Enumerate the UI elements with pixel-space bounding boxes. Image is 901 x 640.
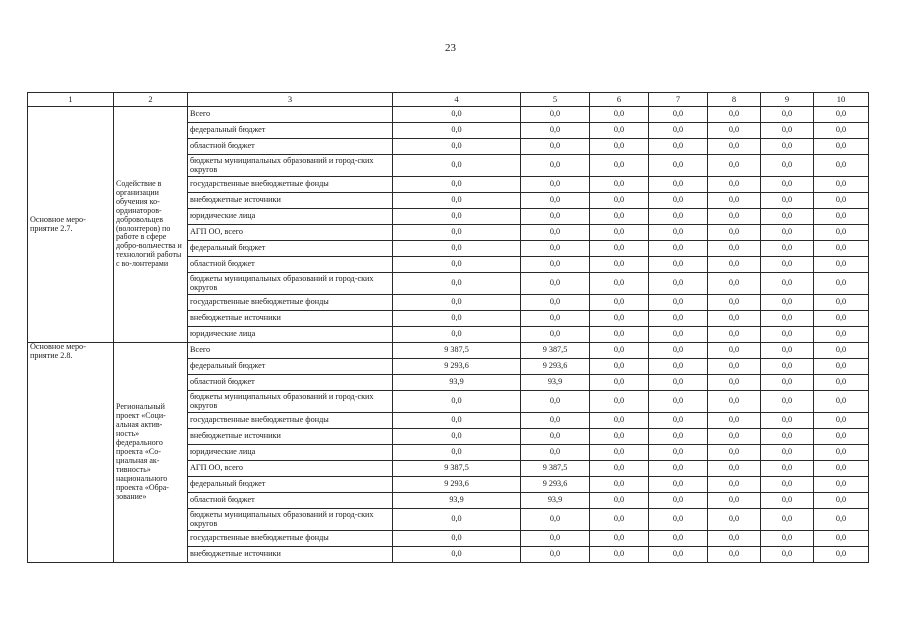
value-cell: 0,0 xyxy=(708,547,761,563)
column-header: 6 xyxy=(590,93,649,107)
value-cell: 0,0 xyxy=(814,445,869,461)
value-cell: 0,0 xyxy=(590,139,649,155)
funding-source: государственные внебюджетные фонды xyxy=(188,531,393,547)
value-cell: 0,0 xyxy=(521,391,590,413)
value-cell: 0,0 xyxy=(590,445,649,461)
funding-source: АГП ОО, всего xyxy=(188,225,393,241)
header-row xyxy=(28,93,869,107)
value-cell: 0,0 xyxy=(393,107,521,123)
value-cell: 0,0 xyxy=(649,391,708,413)
value-cell: 0,0 xyxy=(761,241,814,257)
value-cell: 0,0 xyxy=(521,531,590,547)
value-cell: 0,0 xyxy=(814,155,869,177)
measure-description: Региональный проект «Соци-альная актив-ность» федерального проекта «Со-циальная ак-тивность» национального проекта «Обра-зование» xyxy=(114,343,188,563)
value-cell: 0,0 xyxy=(814,209,869,225)
value-cell: 0,0 xyxy=(393,531,521,547)
value-cell: 0,0 xyxy=(590,343,649,359)
value-cell: 0,0 xyxy=(590,209,649,225)
value-cell: 0,0 xyxy=(590,193,649,209)
value-cell: 0,0 xyxy=(708,123,761,139)
value-cell: 0,0 xyxy=(393,295,521,311)
value-cell: 0,0 xyxy=(708,531,761,547)
funding-source: бюджеты муниципальных образований и город-ских округов xyxy=(188,155,393,177)
value-cell: 0,0 xyxy=(649,493,708,509)
funding-source: областной бюджет xyxy=(188,493,393,509)
value-cell: 0,0 xyxy=(649,273,708,295)
value-cell: 0,0 xyxy=(708,295,761,311)
value-cell: 93,9 xyxy=(393,493,521,509)
value-cell: 0,0 xyxy=(814,311,869,327)
value-cell: 0,0 xyxy=(814,123,869,139)
value-cell: 0,0 xyxy=(761,139,814,155)
value-cell: 0,0 xyxy=(708,429,761,445)
value-cell: 0,0 xyxy=(761,311,814,327)
value-cell: 0,0 xyxy=(590,123,649,139)
value-cell: 0,0 xyxy=(393,155,521,177)
value-cell: 0,0 xyxy=(708,343,761,359)
value-cell: 93,9 xyxy=(521,375,590,391)
value-cell: 93,9 xyxy=(521,493,590,509)
value-cell: 0,0 xyxy=(761,547,814,563)
value-cell: 0,0 xyxy=(393,139,521,155)
value-cell: 0,0 xyxy=(393,193,521,209)
value-cell: 0,0 xyxy=(590,177,649,193)
value-cell: 0,0 xyxy=(814,107,869,123)
funding-source: внебюджетные источники xyxy=(188,547,393,563)
value-cell: 0,0 xyxy=(590,477,649,493)
value-cell: 0,0 xyxy=(393,225,521,241)
value-cell: 0,0 xyxy=(590,429,649,445)
value-cell: 0,0 xyxy=(521,225,590,241)
value-cell: 0,0 xyxy=(521,509,590,531)
value-cell: 0,0 xyxy=(814,493,869,509)
value-cell: 0,0 xyxy=(590,359,649,375)
value-cell: 0,0 xyxy=(521,241,590,257)
column-header: 8 xyxy=(708,93,761,107)
value-cell: 0,0 xyxy=(521,327,590,343)
value-cell: 0,0 xyxy=(521,273,590,295)
funding-source: бюджеты муниципальных образований и город-ских округов xyxy=(188,391,393,413)
value-cell: 9 387,5 xyxy=(521,461,590,477)
table-header xyxy=(28,93,869,107)
value-cell: 0,0 xyxy=(393,429,521,445)
value-cell: 0,0 xyxy=(814,531,869,547)
value-cell: 0,0 xyxy=(649,295,708,311)
value-cell: 0,0 xyxy=(708,241,761,257)
value-cell: 0,0 xyxy=(590,493,649,509)
page-number: 23 xyxy=(445,42,456,54)
value-cell: 0,0 xyxy=(761,123,814,139)
value-cell: 9 293,6 xyxy=(393,359,521,375)
funding-source: юридические лица xyxy=(188,209,393,225)
value-cell: 0,0 xyxy=(761,257,814,273)
funding-source: федеральный бюджет xyxy=(188,477,393,493)
value-cell: 0,0 xyxy=(590,327,649,343)
funding-source: бюджеты муниципальных образований и город-ских округов xyxy=(188,509,393,531)
value-cell: 0,0 xyxy=(590,375,649,391)
funding-source: областной бюджет xyxy=(188,257,393,273)
value-cell: 0,0 xyxy=(393,445,521,461)
value-cell: 0,0 xyxy=(393,257,521,273)
value-cell: 0,0 xyxy=(761,193,814,209)
value-cell: 0,0 xyxy=(814,295,869,311)
funding-source: областной бюджет xyxy=(188,139,393,155)
value-cell: 0,0 xyxy=(814,225,869,241)
value-cell: 0,0 xyxy=(761,155,814,177)
value-cell: 0,0 xyxy=(761,273,814,295)
value-cell: 0,0 xyxy=(590,311,649,327)
value-cell: 0,0 xyxy=(393,413,521,429)
value-cell: 0,0 xyxy=(649,139,708,155)
value-cell: 0,0 xyxy=(649,375,708,391)
value-cell: 0,0 xyxy=(521,257,590,273)
funding-source: юридические лица xyxy=(188,327,393,343)
value-cell: 0,0 xyxy=(761,391,814,413)
value-cell: 9 293,6 xyxy=(521,359,590,375)
value-cell: 0,0 xyxy=(393,123,521,139)
value-cell: 0,0 xyxy=(814,477,869,493)
value-cell: 0,0 xyxy=(521,139,590,155)
value-cell: 0,0 xyxy=(649,343,708,359)
value-cell: 0,0 xyxy=(393,327,521,343)
value-cell: 0,0 xyxy=(708,193,761,209)
value-cell: 9 293,6 xyxy=(393,477,521,493)
value-cell: 0,0 xyxy=(649,209,708,225)
funding-source: федеральный бюджет xyxy=(188,241,393,257)
value-cell: 0,0 xyxy=(814,359,869,375)
value-cell: 0,0 xyxy=(649,193,708,209)
value-cell: 0,0 xyxy=(814,193,869,209)
value-cell: 0,0 xyxy=(814,273,869,295)
value-cell: 0,0 xyxy=(814,413,869,429)
value-cell: 0,0 xyxy=(649,257,708,273)
value-cell: 0,0 xyxy=(393,209,521,225)
value-cell: 0,0 xyxy=(521,295,590,311)
value-cell: 0,0 xyxy=(649,429,708,445)
value-cell: 0,0 xyxy=(814,391,869,413)
measure-description: Содействие в организации обучения ко-ординаторов-добровольцев (волонтеров) по работе в сфере добро-вольчества и технологий работы с во-лонтерами xyxy=(114,107,188,343)
value-cell: 0,0 xyxy=(649,509,708,531)
value-cell: 0,0 xyxy=(521,177,590,193)
funding-source: федеральный бюджет xyxy=(188,359,393,375)
column-header: 9 xyxy=(761,93,814,107)
value-cell: 0,0 xyxy=(393,241,521,257)
value-cell: 0,0 xyxy=(708,391,761,413)
column-header: 5 xyxy=(521,93,590,107)
value-cell: 0,0 xyxy=(590,241,649,257)
value-cell: 0,0 xyxy=(649,477,708,493)
value-cell: 0,0 xyxy=(649,225,708,241)
funding-source: внебюджетные источники xyxy=(188,193,393,209)
measure-name: Основное меро-приятие 2.7. xyxy=(28,107,114,343)
value-cell: 0,0 xyxy=(590,391,649,413)
funding-source: Всего xyxy=(188,107,393,123)
value-cell: 0,0 xyxy=(590,273,649,295)
value-cell: 9 387,5 xyxy=(521,343,590,359)
value-cell: 0,0 xyxy=(814,327,869,343)
value-cell: 0,0 xyxy=(761,477,814,493)
value-cell: 0,0 xyxy=(708,257,761,273)
value-cell: 0,0 xyxy=(761,461,814,477)
value-cell: 0,0 xyxy=(708,225,761,241)
funding-source: федеральный бюджет xyxy=(188,123,393,139)
value-cell: 0,0 xyxy=(649,241,708,257)
value-cell: 0,0 xyxy=(814,429,869,445)
funding-source: государственные внебюджетные фонды xyxy=(188,295,393,311)
value-cell: 0,0 xyxy=(649,547,708,563)
value-cell: 0,0 xyxy=(649,445,708,461)
value-cell: 0,0 xyxy=(521,429,590,445)
table-body xyxy=(28,107,869,563)
value-cell: 0,0 xyxy=(590,413,649,429)
value-cell: 0,0 xyxy=(649,413,708,429)
value-cell: 0,0 xyxy=(708,375,761,391)
value-cell: 0,0 xyxy=(708,509,761,531)
value-cell: 0,0 xyxy=(814,177,869,193)
value-cell: 0,0 xyxy=(708,177,761,193)
value-cell: 0,0 xyxy=(649,461,708,477)
value-cell: 0,0 xyxy=(521,107,590,123)
value-cell: 0,0 xyxy=(814,257,869,273)
value-cell: 0,0 xyxy=(708,139,761,155)
value-cell: 0,0 xyxy=(521,413,590,429)
value-cell: 0,0 xyxy=(761,295,814,311)
value-cell: 0,0 xyxy=(708,327,761,343)
funding-source: Всего xyxy=(188,343,393,359)
value-cell: 0,0 xyxy=(761,177,814,193)
funding-source: государственные внебюджетные фонды xyxy=(188,413,393,429)
value-cell: 0,0 xyxy=(761,327,814,343)
value-cell: 0,0 xyxy=(761,413,814,429)
value-cell: 0,0 xyxy=(393,273,521,295)
value-cell: 0,0 xyxy=(708,209,761,225)
value-cell: 0,0 xyxy=(521,311,590,327)
value-cell: 0,0 xyxy=(814,343,869,359)
value-cell: 0,0 xyxy=(708,311,761,327)
value-cell: 0,0 xyxy=(393,177,521,193)
value-cell: 0,0 xyxy=(708,413,761,429)
value-cell: 0,0 xyxy=(708,155,761,177)
value-cell: 0,0 xyxy=(521,445,590,461)
column-header: 1 xyxy=(28,93,114,107)
value-cell: 0,0 xyxy=(393,547,521,563)
value-cell: 0,0 xyxy=(521,209,590,225)
value-cell: 9 387,5 xyxy=(393,343,521,359)
value-cell: 0,0 xyxy=(814,139,869,155)
value-cell: 0,0 xyxy=(521,547,590,563)
value-cell: 0,0 xyxy=(649,359,708,375)
funding-source: внебюджетные источники xyxy=(188,311,393,327)
value-cell: 0,0 xyxy=(393,509,521,531)
value-cell: 0,0 xyxy=(649,107,708,123)
value-cell: 0,0 xyxy=(590,295,649,311)
value-cell: 0,0 xyxy=(393,311,521,327)
value-cell: 0,0 xyxy=(590,155,649,177)
value-cell: 0,0 xyxy=(590,531,649,547)
value-cell: 0,0 xyxy=(761,509,814,531)
value-cell: 0,0 xyxy=(649,177,708,193)
value-cell: 0,0 xyxy=(814,461,869,477)
value-cell: 0,0 xyxy=(708,461,761,477)
value-cell: 0,0 xyxy=(590,107,649,123)
funding-source: внебюджетные источники xyxy=(188,429,393,445)
value-cell: 0,0 xyxy=(708,359,761,375)
value-cell: 0,0 xyxy=(649,311,708,327)
value-cell: 0,0 xyxy=(761,429,814,445)
value-cell: 9 293,6 xyxy=(521,477,590,493)
value-cell: 0,0 xyxy=(649,123,708,139)
funding-source: областной бюджет xyxy=(188,375,393,391)
value-cell: 93,9 xyxy=(393,375,521,391)
value-cell: 0,0 xyxy=(761,107,814,123)
value-cell: 0,0 xyxy=(814,509,869,531)
column-header: 4 xyxy=(393,93,521,107)
value-cell: 0,0 xyxy=(761,493,814,509)
value-cell: 0,0 xyxy=(649,327,708,343)
value-cell: 0,0 xyxy=(814,547,869,563)
value-cell: 0,0 xyxy=(590,461,649,477)
value-cell: 0,0 xyxy=(649,155,708,177)
column-header: 7 xyxy=(649,93,708,107)
value-cell: 0,0 xyxy=(708,477,761,493)
value-cell: 0,0 xyxy=(393,391,521,413)
value-cell: 0,0 xyxy=(521,193,590,209)
value-cell: 0,0 xyxy=(814,375,869,391)
value-cell: 0,0 xyxy=(590,509,649,531)
value-cell: 0,0 xyxy=(521,155,590,177)
value-cell: 0,0 xyxy=(708,107,761,123)
value-cell: 0,0 xyxy=(761,225,814,241)
funding-source: бюджеты муниципальных образований и город-ских округов xyxy=(188,273,393,295)
value-cell: 0,0 xyxy=(761,445,814,461)
value-cell: 0,0 xyxy=(761,375,814,391)
value-cell: 0,0 xyxy=(708,493,761,509)
value-cell: 0,0 xyxy=(590,547,649,563)
value-cell: 0,0 xyxy=(761,209,814,225)
value-cell: 0,0 xyxy=(590,225,649,241)
value-cell: 0,0 xyxy=(814,241,869,257)
column-header: 2 xyxy=(114,93,188,107)
funding-source: АГП ОО, всего xyxy=(188,461,393,477)
value-cell: 0,0 xyxy=(521,123,590,139)
measure-name: Основное меро-приятие 2.8. xyxy=(28,343,114,563)
funding-source: юридические лица xyxy=(188,445,393,461)
value-cell: 0,0 xyxy=(649,531,708,547)
table-row xyxy=(28,343,869,359)
value-cell: 9 387,5 xyxy=(393,461,521,477)
value-cell: 0,0 xyxy=(708,445,761,461)
value-cell: 0,0 xyxy=(590,257,649,273)
funding-source: государственные внебюджетные фонды xyxy=(188,177,393,193)
value-cell: 0,0 xyxy=(761,531,814,547)
budget-table xyxy=(27,92,869,563)
table-row xyxy=(28,107,869,123)
value-cell: 0,0 xyxy=(761,343,814,359)
column-header: 3 xyxy=(188,93,393,107)
value-cell: 0,0 xyxy=(708,273,761,295)
column-header: 10 xyxy=(814,93,869,107)
value-cell: 0,0 xyxy=(761,359,814,375)
